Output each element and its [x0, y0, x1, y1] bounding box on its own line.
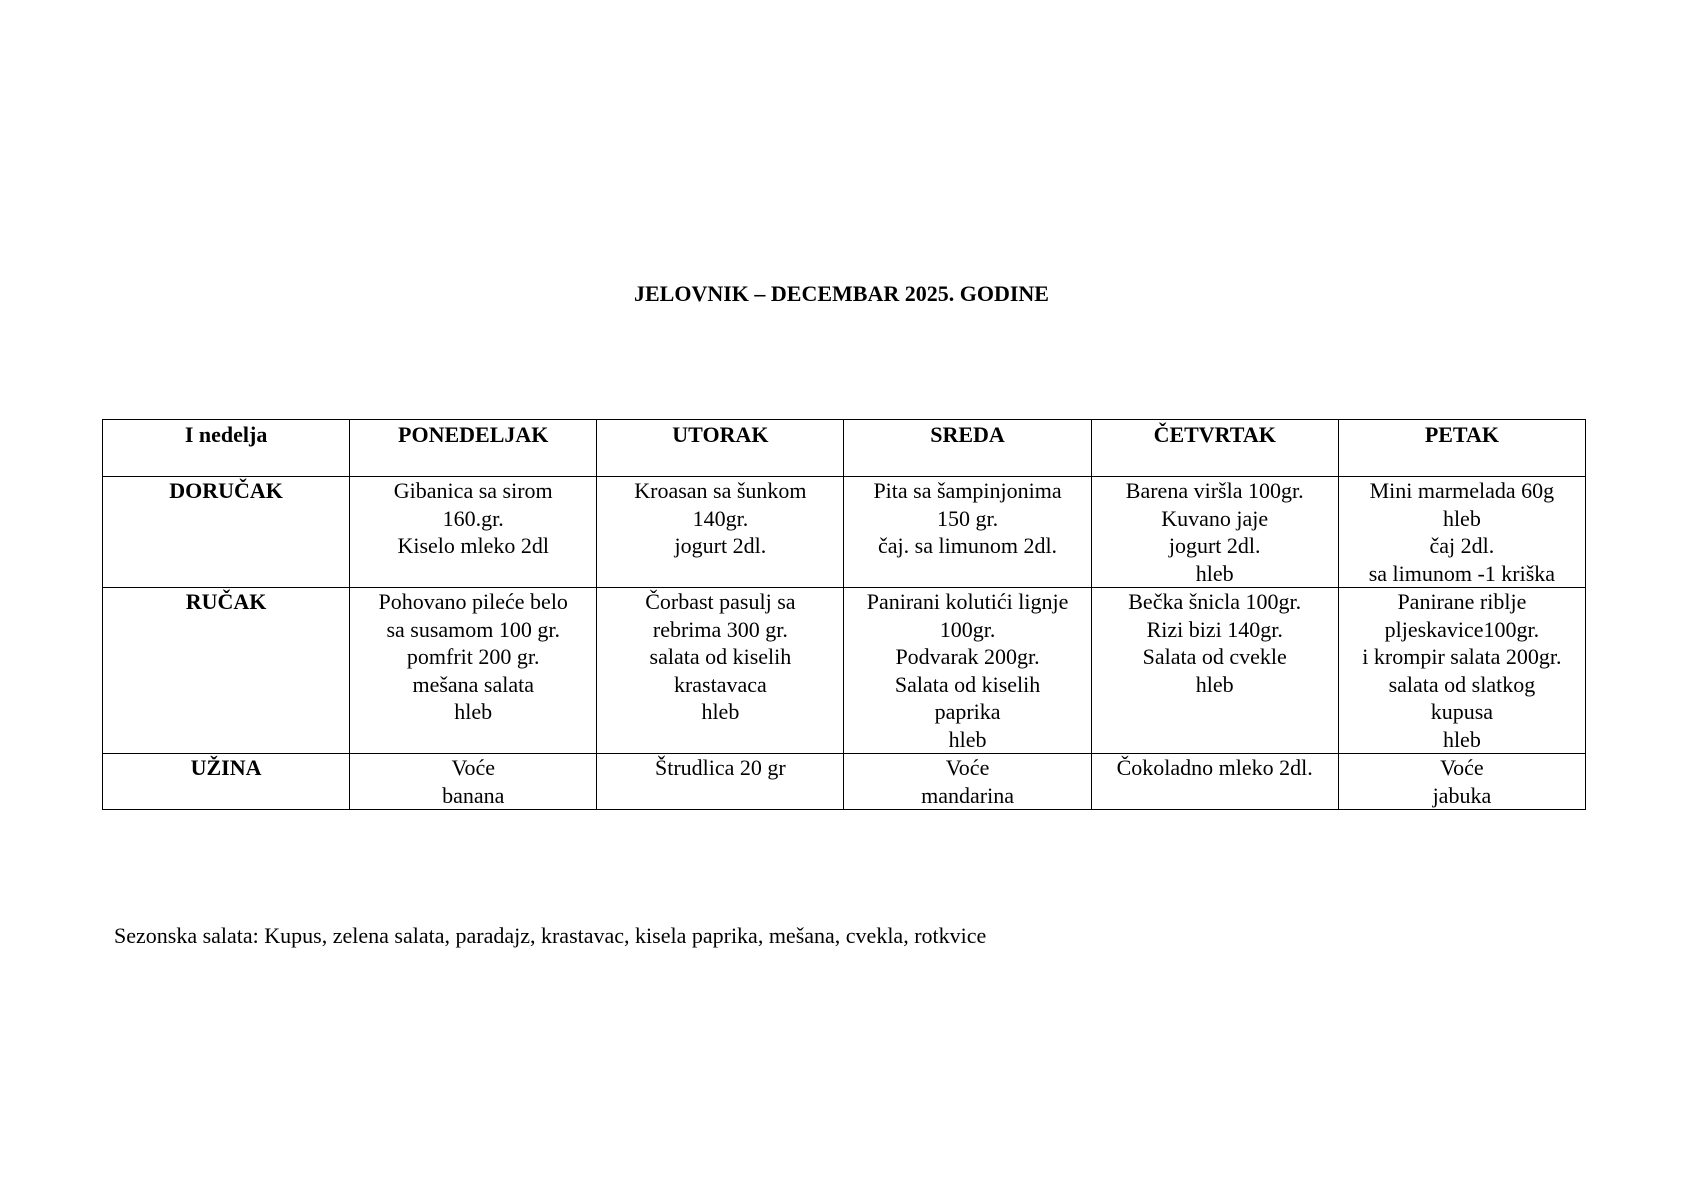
breakfast-thursday: Barena viršla 100gr. Kuvano jaje jogurt 2dl. hleb	[1091, 477, 1338, 588]
table-row-breakfast	[103, 477, 1586, 588]
page-title: JELOVNIK – DECEMBAR 2025. GODINE	[634, 281, 1049, 306]
breakfast-tuesday: Kroasan sa šunkom 140gr. jogurt 2dl.	[597, 477, 844, 588]
snack-monday: Voće banana	[350, 754, 597, 810]
table-row-lunch	[103, 588, 1586, 754]
header-week: I nedelja	[103, 420, 350, 477]
row-label-lunch: RUČAK	[103, 588, 350, 754]
table-header-row	[103, 420, 1586, 477]
snack-thursday: Čokoladno mleko 2dl.	[1091, 754, 1338, 810]
seasonal-salad-note: Sezonska salata: Kupus, zelena salata, paradajz, krastavac, kisela paprika, mešana, cvekla, rotkvice	[114, 923, 987, 948]
table-row-snack	[103, 754, 1586, 810]
header-friday: PETAK	[1338, 420, 1585, 477]
lunch-monday: Pohovano pileće belo sa susamom 100 gr. pomfrit 200 gr. mešana salata hleb	[350, 588, 597, 754]
breakfast-friday: Mini marmelada 60g hleb čaj 2dl. sa limunom -1 kriška	[1338, 477, 1585, 588]
menu-table	[102, 419, 1586, 810]
lunch-tuesday: Čorbast pasulj sa rebrima 300 gr. salata od kiselih krastavaca hleb	[597, 588, 844, 754]
header-thursday: ČETVRTAK	[1091, 420, 1338, 477]
snack-wednesday: Voće mandarina	[844, 754, 1091, 810]
header-monday: PONEDELJAK	[350, 420, 597, 477]
snack-tuesday: Štrudlica 20 gr	[597, 754, 844, 810]
breakfast-wednesday: Pita sa šampinjonima 150 gr. čaj. sa limunom 2dl.	[844, 477, 1091, 588]
lunch-thursday: Bečka šnicla 100gr. Rizi bizi 140gr. Salata od cvekle hleb	[1091, 588, 1338, 754]
lunch-friday: Panirane riblje pljeskavice100gr. i krompir salata 200gr. salata od slatkog kupusa hleb	[1338, 588, 1585, 754]
snack-friday: Voće jabuka	[1338, 754, 1585, 810]
row-label-breakfast: DORUČAK	[103, 477, 350, 588]
header-tuesday: UTORAK	[597, 420, 844, 477]
row-label-snack: UŽINA	[103, 754, 350, 810]
lunch-wednesday: Panirani kolutići lignje 100gr. Podvarak 200gr. Salata od kiselih paprika hleb	[844, 588, 1091, 754]
header-wednesday: SREDA	[844, 420, 1091, 477]
breakfast-monday: Gibanica sa sirom 160.gr. Kiselo mleko 2dl	[350, 477, 597, 588]
